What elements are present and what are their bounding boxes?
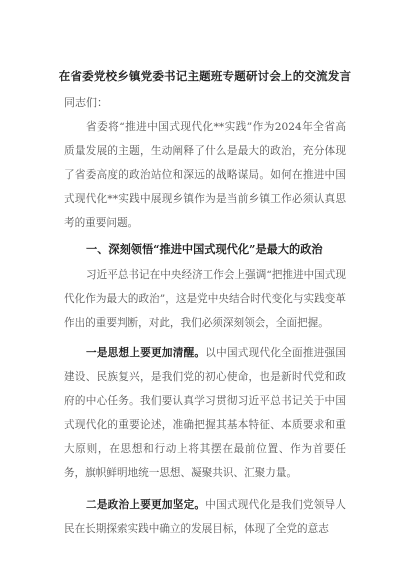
paragraph-intro — [64, 115, 346, 235]
paragraph-lead: 一是思想上要更加清醒。 — [86, 347, 206, 359]
paragraph-point-2 — [64, 493, 346, 541]
paragraph-text: 中国式现代化是我们党领导人民在长期探索实践中确立的发展目标，体现了全党的意志 — [64, 499, 346, 535]
paragraph-text: 习近平总书记在中央经济工作会上强调“把推进中国式现代化作为最大的政治”，这是党中央结合时代变化与实践变革作出的重要判断，对此，我们必须深刻领会，全面把握。 — [64, 269, 346, 329]
document-title: 在省委党校乡镇党委书记主题班专题研讨会上的交流发言 — [58, 69, 352, 83]
paragraph-text: 省委将“推进中国式现代化**实践”作为2024年全省高质量发展的主题，生动阐释了什么是最大的政治，充分体现了省委高度的政治站位和深远的战略谋局。如何在推进中国式现代化**实践中展现乡镇作为是当前乡镇工作必须认真思考的重要问题。 — [64, 121, 346, 229]
paragraph-lead: 二是政治上要更加坚定。 — [86, 499, 206, 511]
salutation: 同志们： — [64, 96, 108, 109]
paragraph-section-1-intro — [64, 263, 346, 335]
paragraph-text: 以中国式现代化全面推进强国建设、民族复兴，是我们党的初心使命，也是新时代党和政府的中心任务。我们要认真学习贯彻习近平总书记关于中国式现代化的重要论述，准确把握其基本特征、本质要求和重大原则，在思想和行动上将其摆在最前位置、作为首要任务，旗帜鲜明地统一思想、凝聚共识、汇聚力量。 — [64, 347, 346, 479]
section-heading-1: 一、深刻领悟“推进中国式现代化”是最大的政治 — [86, 242, 323, 256]
paragraph-point-1 — [64, 341, 346, 485]
